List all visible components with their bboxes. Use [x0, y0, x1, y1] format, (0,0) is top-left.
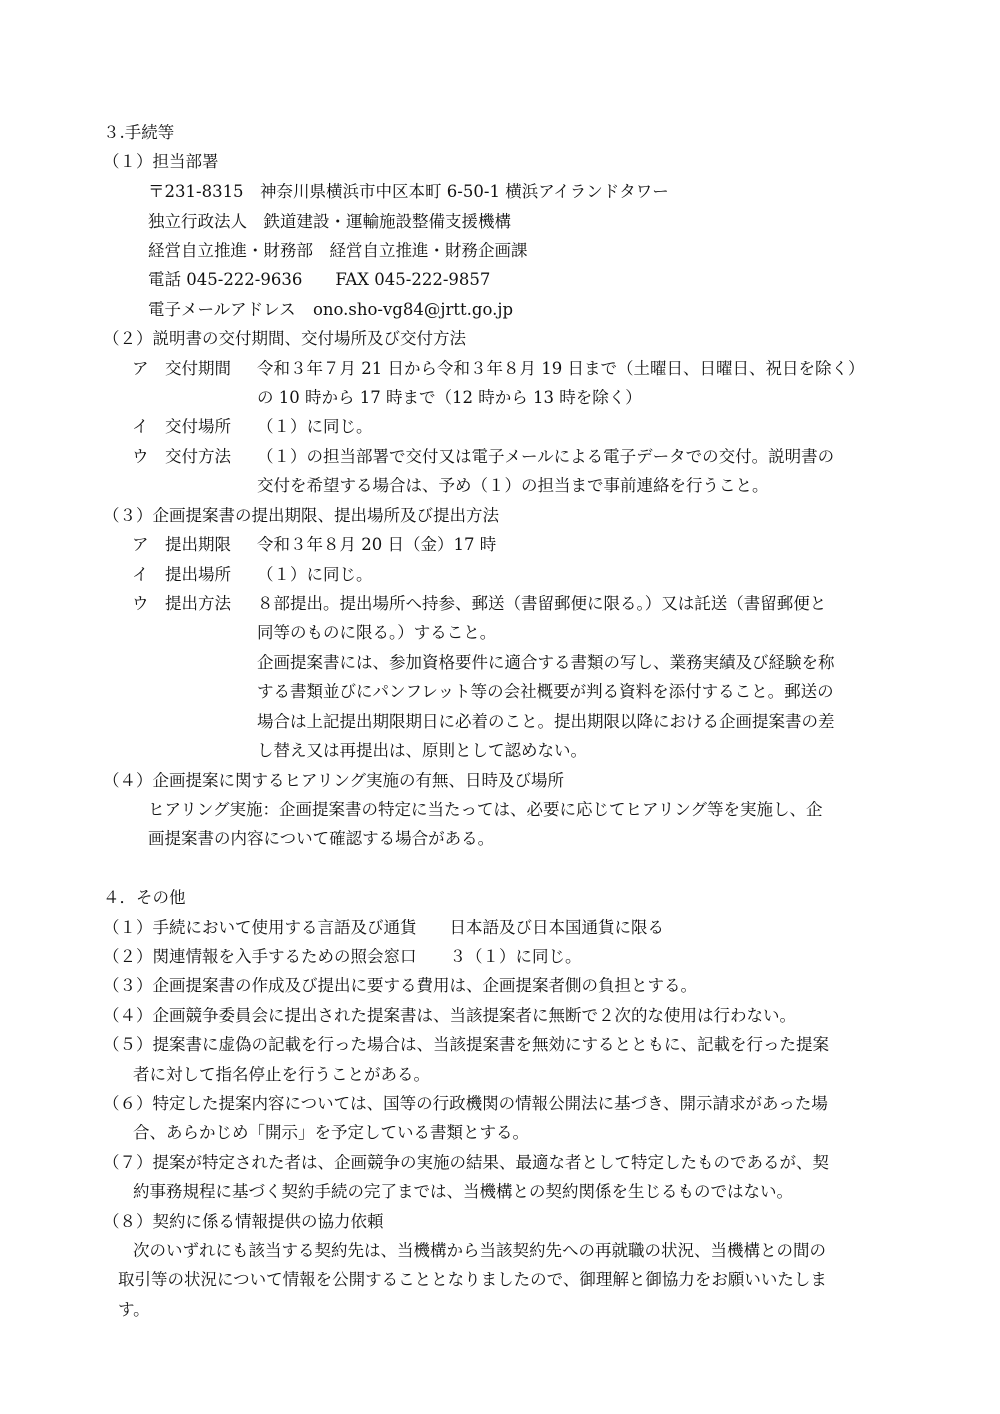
s4-item5-line2: 者に対して指名停止を行うことがある。 [133, 1065, 430, 1084]
s3-item3-u-line2: 同等のものに限る。）すること。 [257, 623, 497, 642]
s4-item3: （３）企画提案書の作成及び提出に要する費用は、企画提案者側の負担とする。 [103, 976, 697, 995]
s4-item4: （４）企画競争委員会に提出された提案書は、当該提案者に無断で２次的な使用は行わない。 [103, 1006, 796, 1025]
s4-item8-heading: （８）契約に係る情報提供の協力依頼 [103, 1212, 384, 1231]
section3-heading: ３.手続等 [103, 123, 175, 142]
s3-item1-email-row [148, 296, 513, 324]
s4-item8-line2: 取引等の状況について情報を公開することとなりましたので、御理解と御協力をお願いいたしま [118, 1270, 827, 1289]
s3-item2-u-label: ウ 交付方法 [132, 447, 231, 466]
s4-item7-line1: （７）提案が特定された者は、企画競争の実施の結果、最適な者として特定したものであるが、契 [103, 1153, 829, 1172]
s3-item3-u-line5: 場合は上記提出期限期日に必着のこと。提出期限以降における企画提案書の差 [257, 712, 835, 731]
email-address: ono.sho-vg84@jrtt.go.jp [312, 300, 514, 319]
s3-item4-heading: （４）企画提案に関するヒアリング実施の有無、日時及び場所 [103, 771, 565, 790]
email-label: 電子メールアドレス [148, 300, 296, 319]
s4-item8-line1: 次のいずれにも該当する契約先は、当機構から当該契約先への再就職の状況、当機構との間の [133, 1241, 826, 1260]
s3-item2-u-line1: （１）の担当部署で交付又は電子メールによる電子データでの交付。説明書の [257, 447, 835, 466]
s3-item3-heading: （３）企画提案書の提出期限、提出場所及び提出方法 [103, 506, 499, 525]
s3-item3-u-line4: する書類並びにパンフレット等の会社概要が判る資料を添付すること。郵送の [257, 682, 834, 701]
s3-item4-line2: 画提案書の内容について確認する場合がある。 [148, 829, 495, 848]
s3-item1-dept: 経営自立推進・財務部 経営自立推進・財務企画課 [148, 241, 528, 260]
s3-item2-a-line1: 令和３年７月 21 日から令和３年８月 19 日まで（土曜日、日曜日、祝日を除く） [257, 359, 865, 378]
s3-item2-u-line2: 交付を希望する場合は、予め（１）の担当まで事前連絡を行うこと。 [257, 476, 769, 495]
s3-item2-i-text: （１）に同じ。 [257, 417, 373, 436]
s3-item3-u-line1: ８部提出。提出場所へ持参、郵送（書留郵便に限る。）又は託送（書留郵便と [257, 594, 827, 613]
s4-item1: （１）手続において使用する言語及び通貨 日本語及び日本国通貨に限る [103, 918, 664, 937]
s4-item5-line1: （５）提案書に虚偽の記載を行った場合は、当該提案書を無効にするとともに、記載を行った提案 [103, 1035, 829, 1054]
s3-item1-heading: （１）担当部署 [103, 152, 219, 171]
s3-item3-u-label: ウ 提出方法 [132, 594, 231, 613]
s3-item3-i-label: イ 提出場所 [132, 565, 231, 584]
s4-item7-line2: 約事務規程に基づく契約手続の完了までは、当機構との契約関係を生じるものではない。 [133, 1182, 793, 1201]
s4-item8-line3: す。 [118, 1300, 150, 1319]
s4-item2: （２）関連情報を入手するための照会窓口 ３（１）に同じ。 [103, 947, 582, 966]
s3-item3-u-line6: し替え又は再提出は、原則として認めない。 [257, 741, 587, 760]
s3-item3-a-text: 令和３年８月 20 日（金）17 時 [257, 535, 497, 554]
s3-item1-org: 独立行政法人 鉄道建設・運輸施設整備支援機構 [148, 212, 511, 231]
s3-item3-i-text: （１）に同じ。 [257, 565, 373, 584]
s3-item3-a-label: ア 提出期限 [132, 535, 231, 554]
s4-item6-line2: 合、あらかじめ「開示」を予定している書類とする。 [133, 1123, 529, 1142]
s3-item1-phone-fax: 電話 045-222-9636 FAX 045-222-9857 [148, 270, 491, 289]
s3-item2-i-label: イ 交付場所 [132, 417, 231, 436]
s3-item2-a-label: ア 交付期間 [132, 359, 231, 378]
section4-heading: ４．その他 [103, 888, 186, 907]
s3-item1-address: 〒231-8315 神奈川県横浜市中区本町 6-50-1 横浜アイランドタワー [148, 182, 669, 201]
s3-item3-u-line3: 企画提案書には、参加資格要件に適合する書類の写し、業務実績及び経験を称 [257, 653, 835, 672]
s4-item6-line1: （６）特定した提案内容については、国等の行政機関の情報公開法に基づき、開示請求があった場 [103, 1094, 828, 1113]
s3-item2-heading: （２）説明書の交付期間、交付場所及び交付方法 [103, 329, 466, 348]
s3-item2-a-line2: の 10 時から 17 時まで（12 時から 13 時を除く） [257, 388, 642, 407]
s3-item4-line1: ヒアリング実施：企画提案書の特定に当たっては、必要に応じてヒアリング等を実施し、企 [148, 800, 823, 819]
